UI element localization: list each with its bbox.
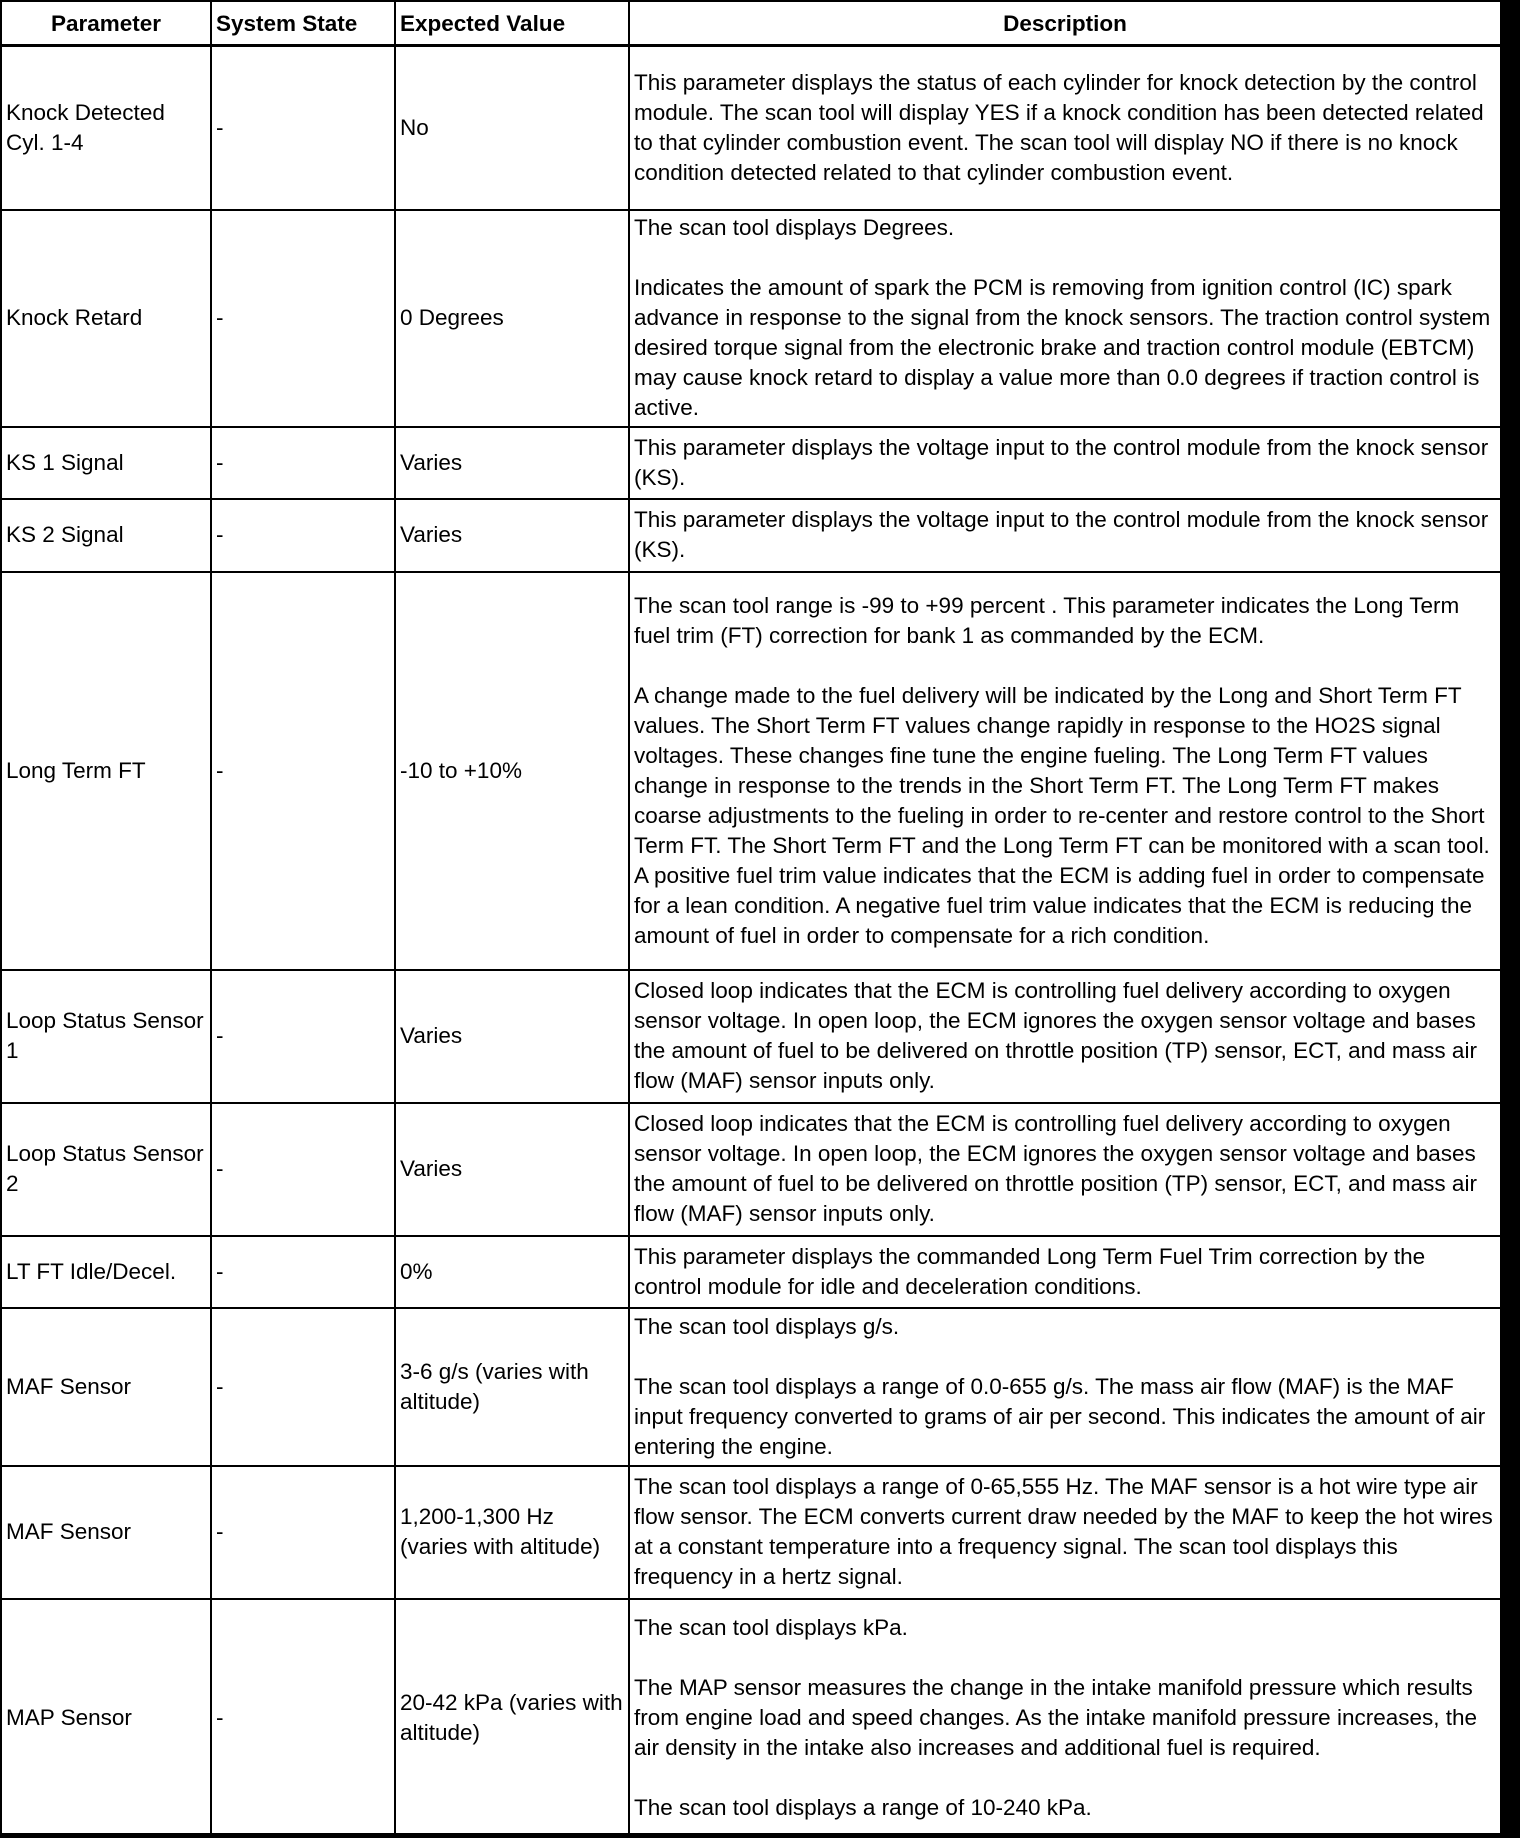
cell-description xyxy=(629,970,1501,1103)
cell-system-state: - xyxy=(211,970,395,1103)
header-parameter: Parameter xyxy=(1,1,211,46)
description-paragraph: The scan tool displays kPa. xyxy=(634,1614,908,1640)
cell-parameter: Knock Retard xyxy=(1,210,211,427)
table-row xyxy=(1,1599,1501,1836)
cell-system-state: - xyxy=(211,427,395,499)
table-row xyxy=(1,1103,1501,1236)
cell-expected-value: Varies xyxy=(395,427,629,499)
cell-expected-value: Varies xyxy=(395,970,629,1103)
description-paragraph: The MAP sensor measures the change in the intake manifold pressure which results from engine load and speed changes. As the intake manifold pressure increases, the air density in the intake also increases and additional fuel is required. xyxy=(634,1674,1478,1760)
table-row xyxy=(1,210,1501,427)
cell-system-state: - xyxy=(211,572,395,970)
cell-system-state: - xyxy=(211,1236,395,1308)
cell-system-state: - xyxy=(211,1308,395,1466)
cell-description xyxy=(629,572,1501,970)
cell-system-state: - xyxy=(211,1599,395,1836)
cell-parameter: Knock Detected Cyl. 1-4 xyxy=(1,46,211,210)
description-paragraph: Closed loop indicates that the ECM is controlling fuel delivery according to oxygen sensor voltage. In open loop, the ECM ignores the oxygen sensor voltage and bases the amount of fuel to be delivered on throttle position (TP) sensor, ECT, and mass air flow (MAF) sensor inputs only. xyxy=(634,1111,1477,1226)
cell-parameter: LT FT Idle/Decel. xyxy=(1,1236,211,1308)
table-row xyxy=(1,572,1501,970)
cell-system-state: - xyxy=(211,1466,395,1599)
cell-description xyxy=(629,46,1501,210)
cell-parameter: MAF Sensor xyxy=(1,1308,211,1466)
table-row xyxy=(1,1466,1501,1599)
table-row xyxy=(1,1236,1501,1308)
header-description: Description xyxy=(629,1,1501,46)
table-body xyxy=(1,46,1501,1836)
cell-expected-value: 3-6 g/s (varies with altitude) xyxy=(395,1308,629,1466)
header-system-state: System State xyxy=(211,1,395,46)
description-paragraph: Indicates the amount of spark the PCM is removing from ignition control (IC) spark advance in response to the signal from the knock sensors. The traction control system desired torque signal from the electronic brake and traction control module (EBTCM) may cause knock retard to display a value more than 0.0 degrees if traction control is active. xyxy=(634,275,1491,420)
cell-expected-value: Varies xyxy=(395,1103,629,1236)
table-row xyxy=(1,970,1501,1103)
cell-parameter: KS 1 Signal xyxy=(1,427,211,499)
cell-parameter: MAF Sensor xyxy=(1,1466,211,1599)
cell-description xyxy=(629,1308,1501,1466)
cell-description xyxy=(629,1103,1501,1236)
cell-expected-value: 20-42 kPa (varies with altitude) xyxy=(395,1599,629,1836)
description-paragraph: This parameter displays the status of each cylinder for knock detection by the control module. The scan tool will display YES if a knock condition has been detected related to that cylinder combustion event. The scan tool will display NO if there is no knock condition detected related to that cylinder combustion event. xyxy=(634,69,1484,185)
cell-expected-value: 1,200-1,300 Hz (varies with altitude) xyxy=(395,1466,629,1599)
cell-system-state: - xyxy=(211,1103,395,1236)
cell-expected-value: Varies xyxy=(395,499,629,572)
description-paragraph: Closed loop indicates that the ECM is controlling fuel delivery according to oxygen sensor voltage. In open loop, the ECM ignores the oxygen sensor voltage and bases the amount of fuel to be delivered on throttle position (TP) sensor, ECT, and mass air flow (MAF) sensor inputs only. xyxy=(634,978,1477,1093)
description-paragraph: This parameter displays the commanded Long Term Fuel Trim correction by the control module for idle and deceleration conditions. xyxy=(634,1243,1426,1299)
cell-description xyxy=(629,1466,1501,1599)
description-paragraph: The scan tool range is -99 to +99 percent . This parameter indicates the Long Term fuel trim (FT) correction for bank 1 as commanded by the ECM. xyxy=(634,592,1460,648)
cell-description xyxy=(629,1599,1501,1836)
description-paragraph: The scan tool displays Degrees. xyxy=(634,215,955,240)
table-row xyxy=(1,1308,1501,1466)
table-header-row xyxy=(1,1,1501,46)
table-row xyxy=(1,46,1501,210)
cell-expected-value: No xyxy=(395,46,629,210)
header-expected-value: Expected Value xyxy=(395,1,629,46)
cell-parameter: Long Term FT xyxy=(1,572,211,970)
cell-system-state: - xyxy=(211,499,395,572)
cell-description xyxy=(629,1236,1501,1308)
cell-expected-value: 0 Degrees xyxy=(395,210,629,427)
description-paragraph: A change made to the fuel delivery will be indicated by the Long and Short Term FT values. The Short Term FT values change rapidly in response to the HO2S signal voltages. These changes fine tune the engine fueling. The Long Term FT values change in response to the trends in the Short Term FT. The Long Term FT makes coarse adjustments to the fueling in order to re-center and restore control to the Short Term FT. The Short Term FT and the Long Term FT can be monitored with a scan tool. A positive fuel trim value indicates that the ECM is adding fuel in order to compensate for a lean condition. A negative fuel trim value indicates that the ECM is reducing the amount of fuel in order to compensate for a rich condition. xyxy=(634,682,1490,948)
cell-parameter: Loop Status Sensor 2 xyxy=(1,1103,211,1236)
description-paragraph: This parameter displays the voltage input to the control module from the knock sensor (KS). xyxy=(634,507,1489,562)
table-row xyxy=(1,427,1501,499)
table-row xyxy=(1,499,1501,572)
cell-description xyxy=(629,427,1501,499)
cell-parameter: KS 2 Signal xyxy=(1,499,211,572)
description-paragraph: The scan tool displays a range of 10-240 kPa. xyxy=(634,1794,1092,1820)
cell-description xyxy=(629,499,1501,572)
description-paragraph: The scan tool displays g/s. xyxy=(634,1313,900,1339)
cell-parameter: Loop Status Sensor 1 xyxy=(1,970,211,1103)
cell-expected-value: -10 to +10% xyxy=(395,572,629,970)
cell-expected-value: 0% xyxy=(395,1236,629,1308)
cell-system-state: - xyxy=(211,46,395,210)
cell-description xyxy=(629,210,1501,427)
description-paragraph: This parameter displays the voltage input to the control module from the knock sensor (KS). xyxy=(634,434,1489,490)
description-paragraph: The scan tool displays a range of 0.0-655 g/s. The mass air flow (MAF) is the MAF input frequency converted to grams of air per second. This indicates the amount of air entering the engine. xyxy=(634,1373,1486,1459)
cell-system-state: - xyxy=(211,210,395,427)
description-paragraph: The scan tool displays a range of 0-65,555 Hz. The MAF sensor is a hot wire type air flow sensor. The ECM converts current draw needed by the MAF to keep the hot wires at a constant temperature into a frequency signal. The scan tool displays this frequency in a hertz signal. xyxy=(634,1474,1493,1589)
cell-parameter: MAP Sensor xyxy=(1,1599,211,1836)
